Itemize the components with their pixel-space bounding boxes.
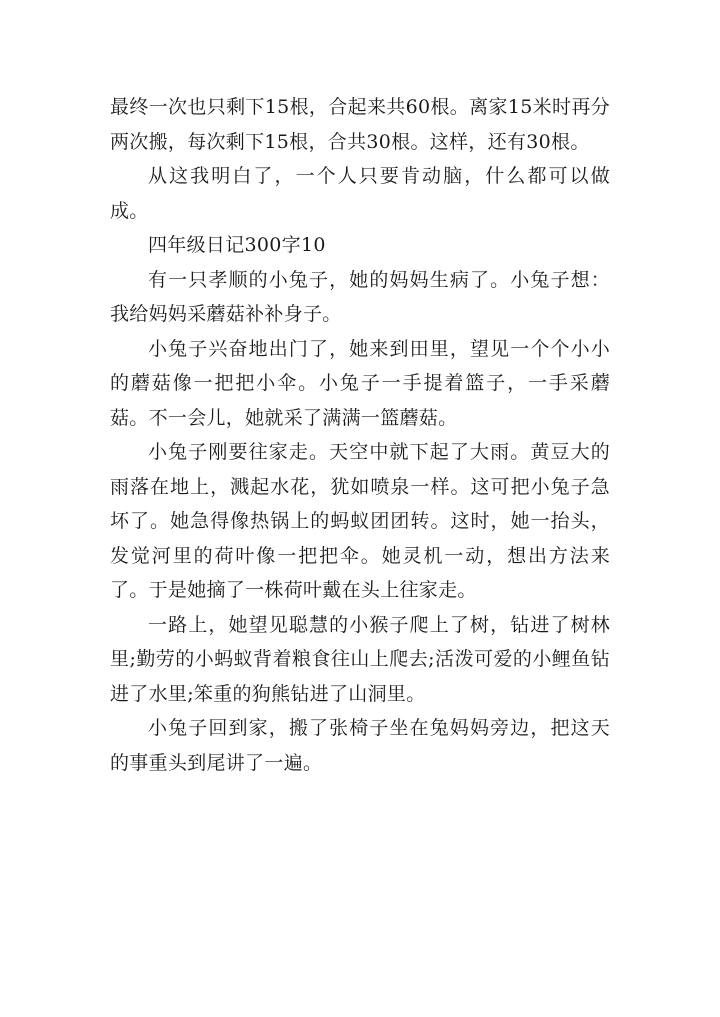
paragraph-7: 小兔子回到家，搬了张椅子坐在兔妈妈旁边，把这天的事重头到尾讲了一遍。 — [110, 717, 610, 774]
section-heading: 四年级日记300字10 — [148, 234, 326, 256]
paragraph-6: 一路上，她望见聪慧的小猴子爬上了树，钻进了树林里;勤劳的小蚂蚁背着粮食往山上爬去;活泼可爱的小鲤鱼钻进了水里;笨重的狗熊钻进了山洞里。 — [110, 613, 610, 705]
document-page — [110, 90, 610, 780]
paragraph-3: 有一只孝顺的小兔子，她的妈妈生病了。小兔子想：我给妈妈采蘑菇补补身子。 — [110, 268, 610, 325]
paragraph-5: 小兔子刚要往家走。天空中就下起了大雨。黄豆大的雨落在地上，溅起水花，犹如喷泉一样。这可把小兔子急坏了。她急得像热锅上的蚂蚁团团转。这时，她一抬头，发觉河里的荷叶像一把把伞。她灵机一动，想出方法来了。于是她摘了一株荷叶戴在头上往家走。 — [110, 441, 610, 601]
paragraph-1: 最终一次也只剩下15根，合起来共60根。离家15米时再分两次搬，每次剩下15根，合共30根。这样，还有30根。 — [110, 96, 610, 153]
paragraph-2: 从这我明白了，一个人只要肯动脑，什么都可以做成。 — [110, 165, 610, 222]
paragraph-4: 小兔子兴奋地出门了，她来到田里，望见一个个小小的蘑菇像一把把小伞。小兔子一手提着篮子，一手采蘑菇。不一会儿，她就采了满满一篮蘑菇。 — [110, 337, 610, 429]
